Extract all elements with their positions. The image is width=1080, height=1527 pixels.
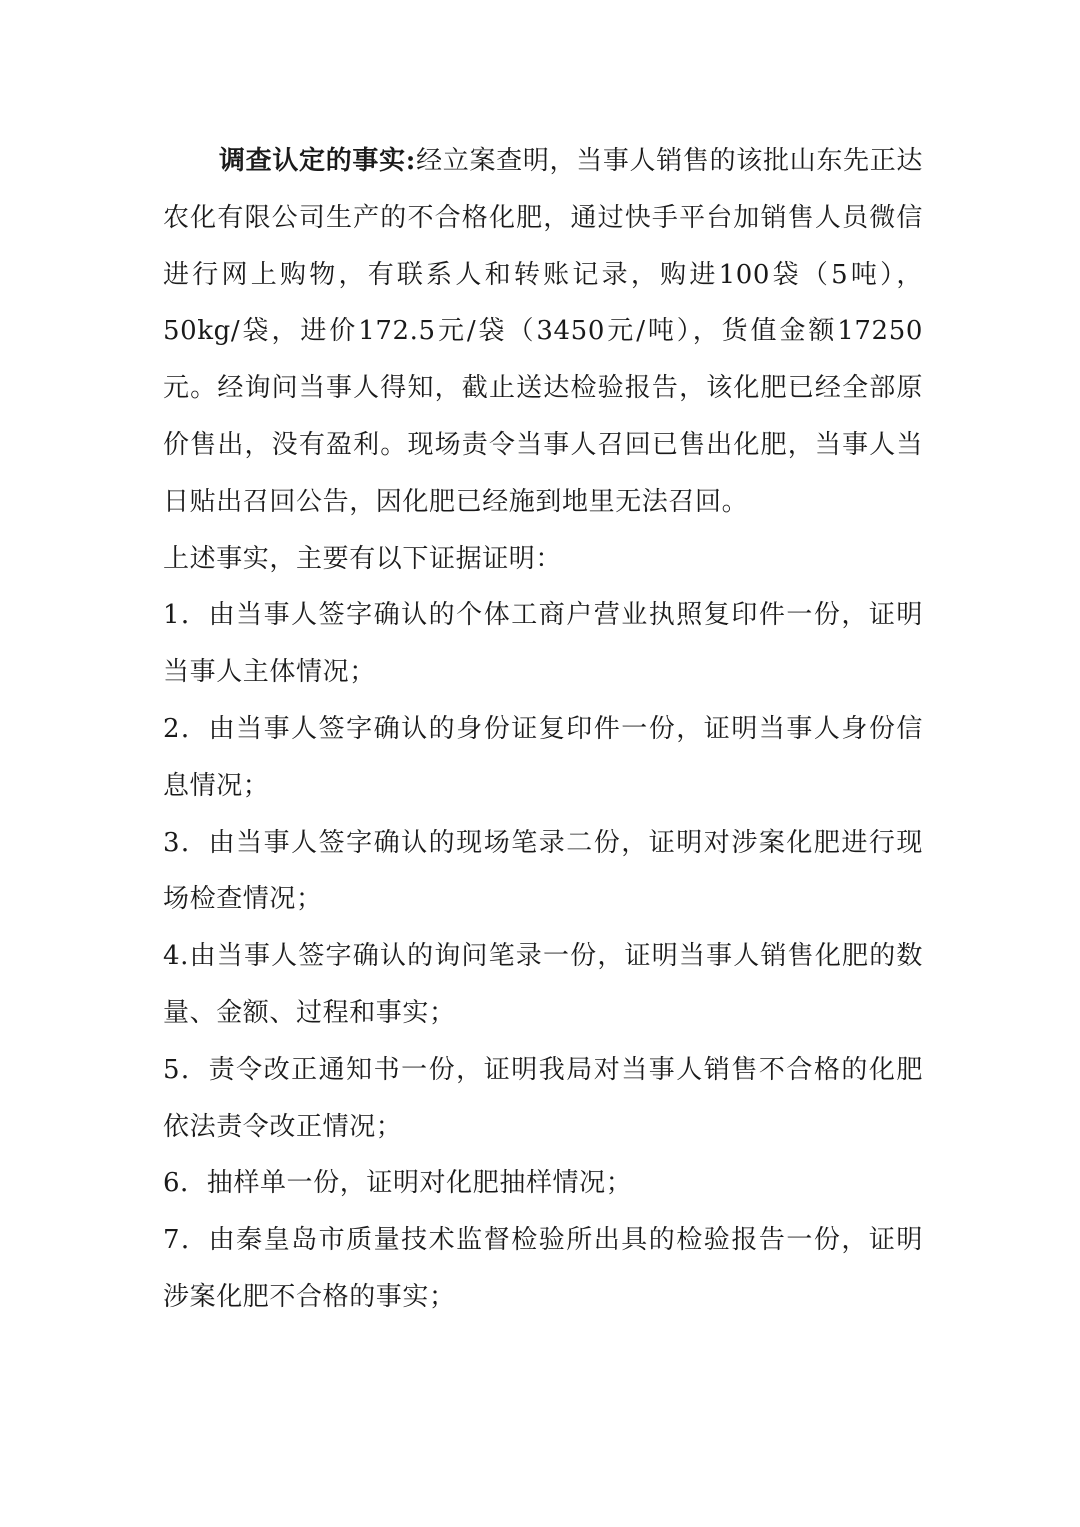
- evidence-item-6: 6．抽样单一份，证明对化肥抽样情况；: [163, 1168, 633, 1199]
- evidence-item-3: 3．由当事人签字确认的现场笔录二份，证明对涉案化肥进行现场检查情况；: [163, 827, 923, 915]
- facts-text: 经立案查明，当事人销售的该批山东先正达农化有限公司生产的不合格化肥，通过快手平台加销售人员微信进行网上购物，有联系人和转账记录，购进100袋（5吨），50kg/袋，进价172.5元/袋（3450元/吨），货值金额17250元。经询问当事人得知，截止送达检验报告，该化肥已经全部原价售出，没有盈利。现场责令当事人召回已售出化肥，当事人当日贴出召回公告，因化肥已经施到地里无法召回。: [163, 146, 923, 517]
- evidence-item-4: 4.由当事人签字确认的询问笔录一份，证明当事人销售化肥的数量、金额、过程和事实；: [163, 941, 923, 1028]
- evidence-item-1: 1．由当事人签字确认的个体工商户营业执照复印件一份，证明当事人主体情况；: [163, 600, 923, 688]
- facts-heading: 调查认定的事实:: [219, 146, 416, 176]
- evidence-intro: 上述事实，主要有以下证据证明：: [163, 543, 563, 574]
- document-body: [163, 133, 923, 1326]
- evidence-item-2: 2．由当事人签字确认的身份证复印件一份，证明当事人身份信息情况；: [163, 713, 923, 801]
- facts-paragraph: [163, 133, 923, 531]
- evidence-item-7: 7．由秦皇岛市质量技术监督检验所出具的检验报告一份，证明涉案化肥不合格的事实；: [163, 1225, 923, 1312]
- evidence-item-5: 5．责令改正通知书一份，证明我局对当事人销售不合格的化肥依法责令改正情况；: [163, 1054, 923, 1142]
